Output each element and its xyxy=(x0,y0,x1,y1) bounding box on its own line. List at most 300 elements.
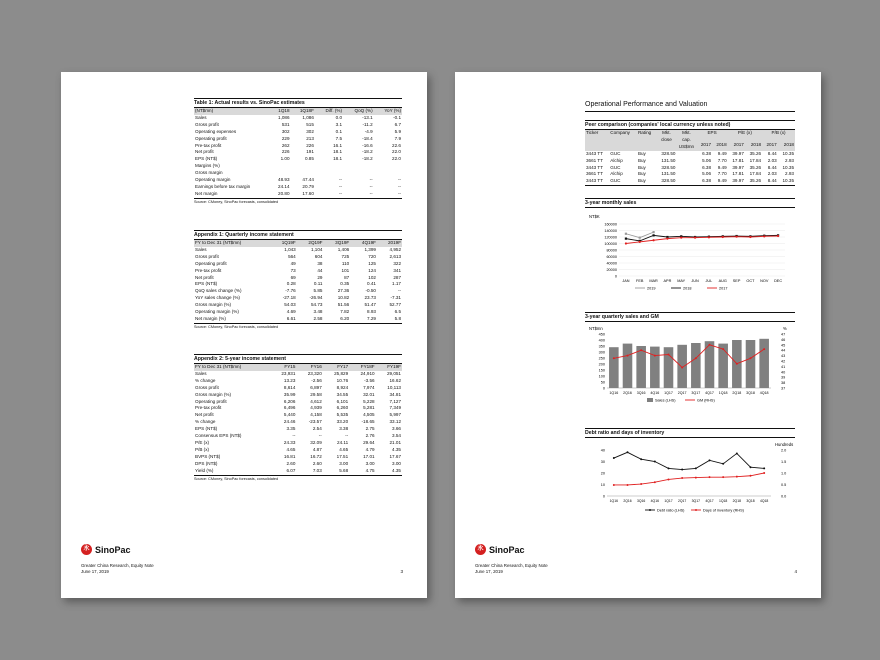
table-cell: 1,406 xyxy=(337,246,350,252)
table-cell: 341 xyxy=(393,267,401,273)
table-cell: 7,349 xyxy=(389,405,401,411)
table-row xyxy=(194,163,402,170)
y2-tick-label: 41 xyxy=(781,364,786,369)
y-tick-label: 250 xyxy=(598,356,605,361)
table-cell: 27.36 xyxy=(337,288,350,294)
table-row xyxy=(194,129,402,136)
table-cell: -- xyxy=(397,183,401,189)
table-row xyxy=(194,156,402,163)
debt-ratio-inventory-chart xyxy=(585,438,795,518)
table-cell: 1,086 xyxy=(278,114,290,120)
quarterly-sales-gm-chart xyxy=(585,322,795,406)
table-cell: 49 xyxy=(290,260,296,266)
footer xyxy=(81,563,154,574)
y-tick-label: 150 xyxy=(598,368,605,373)
table-cell: 6,496 xyxy=(283,405,296,411)
table-cell: 0.35 xyxy=(340,281,350,287)
table-cell: 8.44 xyxy=(767,178,777,184)
table-row xyxy=(194,412,402,419)
table-cell: Buy xyxy=(637,178,646,184)
x-tick-label: MAY xyxy=(677,279,686,283)
peer-row xyxy=(585,165,795,172)
table-cell: 6,260 xyxy=(336,405,349,411)
table-cell: -0.1 xyxy=(393,114,401,120)
table-cell: 7,974 xyxy=(363,384,375,390)
data-point xyxy=(666,238,668,240)
page-number: 4 xyxy=(794,569,797,574)
data-point xyxy=(722,236,724,238)
data-point xyxy=(625,233,627,235)
x-tick-label: 4Q18 xyxy=(759,391,769,395)
data-point xyxy=(695,357,697,359)
data-point xyxy=(709,459,711,461)
table-row xyxy=(194,302,402,309)
y-tick-label: 200 xyxy=(598,362,605,367)
table-cell: 17.81 xyxy=(732,171,744,177)
table-row xyxy=(194,405,402,412)
column-header: FY16 xyxy=(296,364,322,371)
y-tick-label: 0 xyxy=(602,386,605,391)
sinopac-logo-icon: 永 xyxy=(475,544,486,555)
table-cell: 38 xyxy=(317,260,323,266)
x-tick-label: 4Q17 xyxy=(705,499,714,503)
y2-tick-label: 46 xyxy=(781,337,786,342)
table-cell: -11.2 xyxy=(362,121,373,127)
legend-label: GM (RHS) xyxy=(697,398,715,403)
brand-name: SinoPac xyxy=(95,544,131,555)
data-point xyxy=(695,467,697,469)
table-cell: 564 xyxy=(288,253,296,259)
appendix1-title: Appendix 1: Quarterly income statement xyxy=(194,230,402,240)
y-tick-label: 80000 xyxy=(606,248,617,253)
y-tick-label: 30 xyxy=(600,460,605,464)
table-cell xyxy=(315,170,343,177)
table-cell: 4.65 xyxy=(286,446,296,452)
data-point xyxy=(668,354,670,356)
row-label: % change xyxy=(195,377,216,383)
table-cell: 6.61 xyxy=(286,315,296,321)
table-cell: -7.76 xyxy=(285,288,296,294)
table-cell: 29.64 xyxy=(363,439,375,445)
legend-label: 2018 xyxy=(683,286,692,291)
y2-tick-label: 0.0 xyxy=(781,494,787,499)
row-label: Gross profit xyxy=(195,384,219,390)
table-cell: 3.00 xyxy=(392,460,401,466)
row-label: Operating profit xyxy=(195,135,227,141)
peer-row xyxy=(585,158,795,165)
row-label: Pre-tax profit xyxy=(195,267,222,273)
table-cell: 5.8 xyxy=(394,315,401,321)
x-tick-label: JUL xyxy=(705,279,713,283)
data-point xyxy=(640,483,642,485)
x-tick-label: 4Q16 xyxy=(650,499,659,503)
y2-tick-label: 37 xyxy=(781,386,786,391)
x-tick-label: JUN xyxy=(691,279,699,283)
table-cell: 7,127 xyxy=(389,398,401,404)
table-cell: 3443 TT xyxy=(586,164,604,170)
x-tick-label: 3Q16 xyxy=(636,391,646,395)
x-tick-label: 4Q16 xyxy=(650,391,660,395)
appendix2-title: Appendix 2: 5-year income statement xyxy=(194,354,402,364)
table-cell: 226 xyxy=(281,149,290,155)
table-cell: 110 xyxy=(341,260,350,266)
bar xyxy=(691,343,701,388)
table-cell xyxy=(676,151,696,158)
table-row xyxy=(194,385,402,392)
row-label: Operating margin (%) xyxy=(195,309,239,315)
table-cell: 5.68 xyxy=(339,467,349,473)
x-tick-label: 2Q16 xyxy=(623,499,632,503)
x-tick-label: 2Q18 xyxy=(732,499,741,503)
table-cell: 1,399 xyxy=(364,246,376,252)
table-cell: -- xyxy=(397,288,401,294)
table-row xyxy=(194,288,402,295)
column-header: Mkt. cap. US$mn xyxy=(676,130,696,151)
table-row xyxy=(194,371,402,378)
table-cell: -16.6 xyxy=(362,142,373,148)
table-cell: -13.1 xyxy=(362,114,373,120)
table-cell: GUC xyxy=(610,178,621,184)
peer-block xyxy=(585,120,795,186)
y2-tick-label: 43 xyxy=(781,354,786,359)
table-cell: 302 xyxy=(281,128,290,134)
table-cell: -26.94 xyxy=(309,295,323,301)
row-label: DPS (NT$) xyxy=(195,460,218,466)
y-tick-label: 100000 xyxy=(604,242,617,246)
column-header: QoQ (%) xyxy=(343,108,374,115)
table-cell: 302 xyxy=(306,128,314,134)
table-cell: 35.26 xyxy=(749,164,762,170)
column-header: YoY (%) xyxy=(374,108,402,115)
data-point xyxy=(709,344,711,346)
table-cell: 3.00 xyxy=(339,460,349,466)
table-cell: 32.01 xyxy=(363,391,375,397)
peer-row xyxy=(585,171,795,178)
row-label: YoY sales change (%) xyxy=(195,295,240,301)
data-point xyxy=(695,477,697,479)
data-point xyxy=(652,239,654,241)
y-tick-label: 20000 xyxy=(606,268,617,272)
table-cell: 4,505 xyxy=(363,412,375,418)
heading-rule xyxy=(585,111,795,112)
table-cell: 3.1 xyxy=(335,121,343,127)
table-cell: 18.1 xyxy=(333,149,343,155)
data-point xyxy=(736,363,738,365)
table-cell: GUC xyxy=(610,164,621,170)
table-cell: 4.79 xyxy=(365,446,375,452)
y-tick-label: 20 xyxy=(600,471,605,476)
table-cell: 7.70 xyxy=(717,157,727,163)
x-tick-label: 1Q18 xyxy=(719,499,728,503)
x-tick-label: DEC xyxy=(774,279,783,283)
table-row xyxy=(194,426,402,433)
row-label: EPS (NT$) xyxy=(195,426,218,432)
table-cell: 0.28 xyxy=(286,281,296,287)
table-cell: 25,829 xyxy=(334,370,349,376)
y2-tick-label: 0.5 xyxy=(781,483,787,487)
table-row xyxy=(194,268,402,275)
table-cell: 10.35 xyxy=(782,178,794,184)
data-point xyxy=(749,236,751,238)
table-cell: 7.70 xyxy=(717,171,727,177)
table-cell: 10.76 xyxy=(336,377,349,383)
table-cell: 5.06 xyxy=(702,171,712,177)
table1-title: Table 1: Actual results vs. SinoPac estimates xyxy=(194,98,402,108)
monthly-sales-block xyxy=(585,198,795,299)
table-cell: 7.82 xyxy=(340,309,350,315)
sinopac-logo-icon: 永 xyxy=(81,544,92,555)
x-tick-label: 2Q17 xyxy=(677,391,687,395)
footer-date: June 17, 2019 xyxy=(475,568,503,574)
y-tick-label: 40000 xyxy=(606,261,617,266)
data-point xyxy=(736,476,738,478)
row-label: Operating profit xyxy=(195,260,227,266)
table-cell xyxy=(676,171,696,178)
table-cell: 22.0 xyxy=(392,149,401,155)
table-cell: 24.46 xyxy=(283,419,296,425)
legend-marker xyxy=(695,509,697,511)
bar xyxy=(718,344,728,388)
table-cell xyxy=(343,163,374,170)
y2-tick-label: 47 xyxy=(781,332,786,337)
x-tick-label: SEP xyxy=(732,279,741,283)
row-label: Net profit xyxy=(195,149,214,155)
table-cell: 35.26 xyxy=(749,150,762,156)
data-point xyxy=(750,466,752,468)
table-cell: -18.65 xyxy=(361,419,375,425)
data-point xyxy=(613,484,615,486)
table-cell: 17.60 xyxy=(302,190,314,196)
data-point xyxy=(763,235,765,237)
data-point xyxy=(639,241,641,243)
table-cell: 24,910 xyxy=(360,370,375,376)
row-label: Gross margin xyxy=(195,170,223,176)
table-row xyxy=(194,275,402,282)
peer-header-row xyxy=(585,130,795,140)
table-cell: 29,051 xyxy=(386,370,401,376)
table-cell: 17.84 xyxy=(749,157,762,163)
table-row xyxy=(194,177,402,184)
column-header: P/E (x) xyxy=(728,130,762,140)
year-header: 2017 xyxy=(696,140,712,150)
row-label: Consensus EPS (NT$) xyxy=(195,433,242,439)
table-cell: 17.51 xyxy=(336,453,349,459)
x-tick-label: 2Q17 xyxy=(678,499,687,503)
table-cell: 3443 TT xyxy=(586,178,604,184)
table-cell: 124 xyxy=(368,267,376,273)
brand-name: SinoPac xyxy=(489,544,525,555)
table-cell: 1,086 xyxy=(302,114,314,120)
x-tick-label: JAN xyxy=(622,279,630,283)
data-point xyxy=(627,451,629,453)
page-number: 3 xyxy=(400,569,403,574)
table-cell: 20.79 xyxy=(302,183,314,189)
column-header: Rating xyxy=(637,130,657,151)
data-point xyxy=(652,234,654,236)
table-cell: 21.01 xyxy=(389,439,401,445)
chart1-title: 3-year monthly sales xyxy=(585,198,795,208)
y-tick-label: 100 xyxy=(598,374,605,379)
table-cell: 4.75 xyxy=(365,467,375,473)
x-tick-label: 2Q16 xyxy=(623,391,632,395)
table-cell: 16.81 xyxy=(283,453,296,459)
table-cell: -- xyxy=(397,190,401,196)
table-cell: 3.66 xyxy=(392,426,401,432)
appendix2-block xyxy=(194,354,402,481)
table-cell: 73 xyxy=(290,267,296,273)
table-row xyxy=(194,468,402,475)
series-line-right xyxy=(614,473,764,485)
y2-axis-label: % xyxy=(783,326,787,331)
table-cell: 13.23 xyxy=(283,377,296,383)
table-row xyxy=(194,399,402,406)
data-point xyxy=(763,348,765,350)
table-cell: 515 xyxy=(306,121,314,127)
table-cell: -- xyxy=(339,183,343,189)
table-cell: 1,104 xyxy=(310,246,323,252)
row-label: Pre-tax profit xyxy=(195,405,222,411)
table-cell: -- xyxy=(345,433,349,439)
data-point xyxy=(709,476,711,478)
table-cell: 5,535 xyxy=(336,412,349,418)
table-row xyxy=(194,115,402,122)
column-header: 1Q19F xyxy=(270,240,297,247)
section-heading: Operational Performance and Valuation xyxy=(585,101,708,108)
chart2-title: 3-year quarterly sales and GM xyxy=(585,312,795,322)
table-cell xyxy=(676,178,696,185)
table-cell: 262 xyxy=(281,142,290,148)
table-cell: 229 xyxy=(281,135,290,141)
gm-line xyxy=(614,345,764,368)
table-cell: 2.54 xyxy=(312,426,322,432)
x-tick-label: 1Q16 xyxy=(609,499,618,503)
y2-tick-label: 39 xyxy=(781,375,786,380)
data-point xyxy=(750,475,752,477)
data-point xyxy=(627,484,629,486)
table-cell: 322 xyxy=(393,260,401,266)
table-cell: 720 xyxy=(368,253,376,259)
table-cell: 6.07 xyxy=(286,467,296,473)
table-cell: 22.6 xyxy=(392,142,401,148)
table-cell: 54.03 xyxy=(284,302,296,308)
legend-label: Days of inventory (RHS) xyxy=(703,508,744,513)
data-point xyxy=(708,236,710,238)
legend-label: Sales (LHS) xyxy=(655,398,676,403)
table-cell: 102 xyxy=(368,274,376,280)
bar xyxy=(623,344,633,388)
table-cell: 1.17 xyxy=(392,281,401,287)
table-row xyxy=(194,440,402,447)
table-cell xyxy=(374,163,402,170)
table-cell: 3443 TT xyxy=(586,150,604,156)
data-point xyxy=(777,235,779,237)
row-label: Margins (%) xyxy=(195,163,220,169)
data-point xyxy=(668,467,670,469)
table-cell xyxy=(315,163,343,170)
year-header: 2018 xyxy=(778,140,795,150)
column-header: Ticker xyxy=(585,130,609,151)
table-cell: 0.1 xyxy=(335,128,343,134)
table-cell: 2.93 xyxy=(785,171,794,177)
row-label: P/E (x) xyxy=(195,439,210,445)
y-tick-label: 300 xyxy=(598,350,605,355)
table-cell: 16.72 xyxy=(310,453,322,459)
column-header: Company xyxy=(609,130,637,151)
legend-marker xyxy=(649,509,651,511)
row-label: Net margin (%) xyxy=(195,315,226,321)
x-tick-label: 2Q18 xyxy=(732,391,742,395)
y2-tick-label: 38 xyxy=(781,381,786,386)
table-row xyxy=(194,454,402,461)
table-cell: 2.03 xyxy=(767,157,777,163)
table-cell: 23,931 xyxy=(281,370,296,376)
table-cell: 9.49 xyxy=(717,178,727,184)
table-row xyxy=(194,122,402,129)
table-cell: -- xyxy=(397,177,401,183)
legend-label: 2017 xyxy=(719,286,728,291)
table-cell: 6.20 xyxy=(340,315,350,321)
data-point xyxy=(763,472,765,474)
year-header: 2017 xyxy=(762,140,778,150)
table-row xyxy=(194,136,402,143)
table-row xyxy=(194,261,402,268)
x-tick-label: 4Q17 xyxy=(705,391,714,395)
column-header: FY19F xyxy=(376,364,402,371)
table-cell: -- xyxy=(339,190,343,196)
x-tick-label: 3Q16 xyxy=(637,499,646,503)
y-tick-label: 120000 xyxy=(604,235,617,240)
table-row xyxy=(194,419,402,426)
data-point xyxy=(763,467,765,469)
report-page-3 xyxy=(61,72,427,598)
table-row xyxy=(194,149,402,156)
table-cell: 29.58 xyxy=(310,391,322,397)
row-label: EPS (NT$) xyxy=(195,156,218,162)
bar xyxy=(664,347,674,388)
x-tick-label: 3Q17 xyxy=(691,391,701,395)
table-cell: 5,281 xyxy=(363,405,375,411)
table-cell xyxy=(291,170,315,177)
table-cell: 1,043 xyxy=(284,246,296,252)
y-axis-label: NT$K xyxy=(589,214,600,219)
column-header: (NT$mn) xyxy=(194,108,270,115)
table-cell: 18.1 xyxy=(333,156,343,162)
legend-label: 2019 xyxy=(647,286,656,291)
table-cell: -0.50 xyxy=(365,288,376,294)
peer-table xyxy=(585,130,795,186)
data-point xyxy=(722,348,724,350)
table-row xyxy=(194,184,402,191)
year-header: 2018 xyxy=(712,140,728,150)
appendix1-table xyxy=(194,240,402,323)
table-cell: 4,158 xyxy=(310,412,322,418)
row-label: Sales xyxy=(195,370,207,376)
table-cell: 23.73 xyxy=(364,295,376,301)
y-tick-label: 40 xyxy=(600,448,605,453)
table-cell: 1.00 xyxy=(280,156,290,162)
table-cell: 24.33 xyxy=(283,439,296,445)
y2-axis-label: Hundreds xyxy=(775,442,794,447)
table-cell: -- xyxy=(369,183,373,189)
table-cell: Buy xyxy=(637,157,646,163)
table-cell: Buy xyxy=(637,171,646,177)
table-cell: 54.73 xyxy=(310,302,323,308)
column-header: 1Q18 xyxy=(270,108,291,115)
data-point xyxy=(694,237,696,239)
table-cell xyxy=(374,170,402,177)
data-point xyxy=(681,477,683,479)
data-point xyxy=(640,458,642,460)
